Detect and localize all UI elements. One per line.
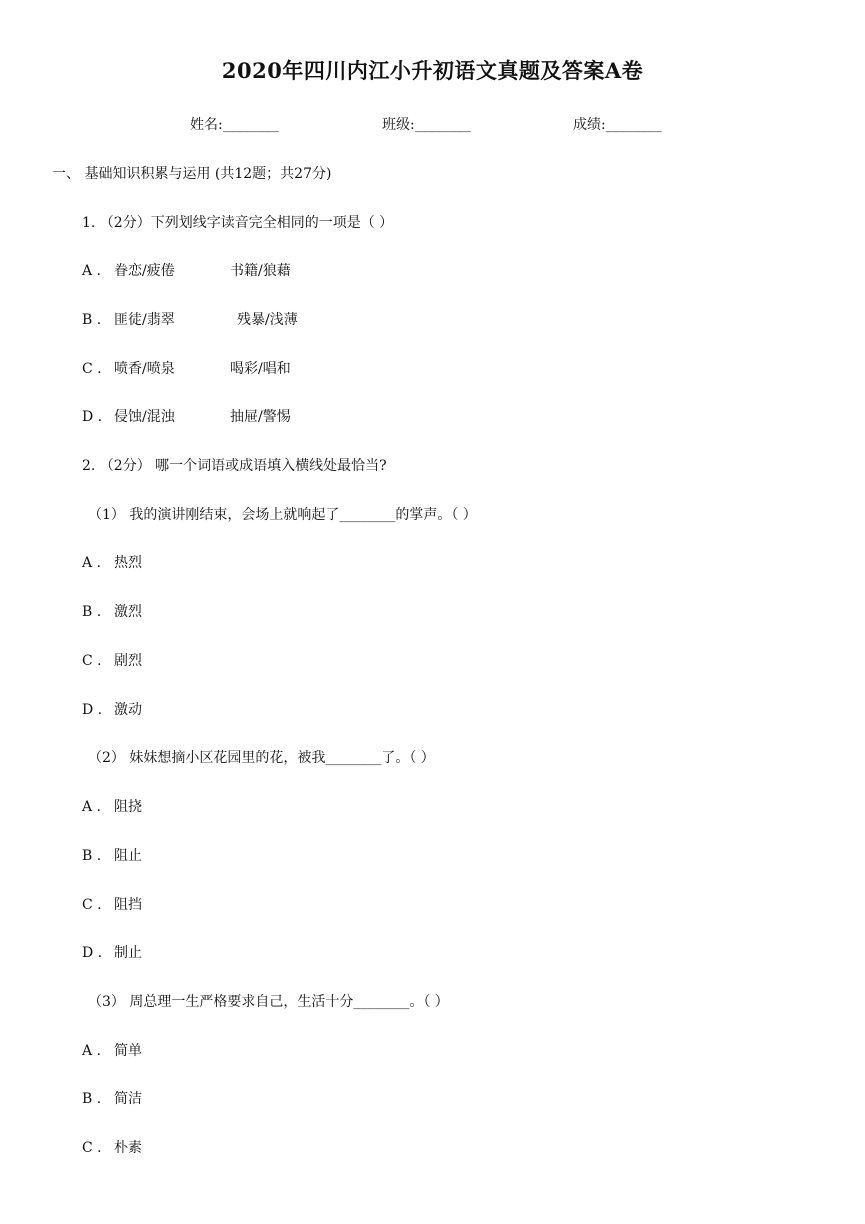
q2-sub-3-stem: （3） 周总理一生严格要求自己，生活十分________。（ ） (88, 994, 449, 1010)
option-text: 激烈 (114, 604, 142, 620)
option-word-pair-1: 侵蚀/混浊 (114, 409, 175, 425)
page-title: 2020年四川内江小升初语文真题及答案A卷 (221, 58, 644, 83)
option-text: 激动 (114, 702, 142, 718)
option-label: C . (82, 1140, 102, 1156)
option-label: A . (82, 1043, 102, 1059)
option-text: 简单 (114, 1043, 142, 1059)
option-word-pair-2: 书籍/狼藉 (230, 263, 291, 279)
option-label: D . (82, 409, 103, 425)
q1-option-b (82, 311, 298, 329)
option-word-pair-2: 残暴/浅薄 (237, 312, 298, 328)
option-label: C . (82, 653, 102, 669)
option-text: 制止 (114, 945, 142, 961)
class-field: 班级:________ (382, 117, 471, 133)
q1-option-d (82, 408, 291, 426)
q2-sub-1-stem: （1） 我的演讲刚结束，会场上就响起了________的掌声。（ ） (88, 507, 477, 523)
option-text: 阻止 (114, 848, 142, 864)
q2-3-option-a (82, 1042, 142, 1060)
option-word-pair-2: 喝彩/唱和 (230, 361, 291, 377)
option-label: A . (82, 263, 102, 279)
score-field: 成绩:________ (573, 117, 662, 133)
q2-1-option-d (82, 701, 142, 719)
option-label: C . (82, 897, 102, 913)
q2-2-option-b (82, 847, 142, 865)
option-text: 简洁 (114, 1091, 142, 1107)
option-label: D . (82, 702, 103, 718)
option-label: D . (82, 945, 103, 961)
option-label: A . (82, 555, 102, 571)
q2-1-option-a (82, 554, 142, 572)
option-label: B . (82, 1091, 102, 1107)
option-label: B . (82, 312, 102, 328)
option-label: C . (82, 361, 102, 377)
q2-1-option-c (82, 652, 142, 670)
option-text: 阻挡 (114, 897, 142, 913)
option-word-pair-1: 眷恋/疲倦 (114, 263, 175, 279)
q2-2-option-a (82, 798, 142, 816)
question-1-stem: 1. （2分）下列划线字读音完全相同的一项是（ ） (82, 215, 394, 231)
option-word-pair-2: 抽屉/警惕 (230, 409, 291, 425)
section-heading: 一、 基础知识积累与运用 (共12题；共27分) (52, 166, 332, 182)
option-label: B . (82, 848, 102, 864)
option-label: A . (82, 799, 102, 815)
q2-2-option-d (82, 944, 142, 962)
q1-option-c (82, 360, 291, 378)
q2-sub-2-stem: （2） 妹妹想摘小区花园里的花，被我________了。（ ） (88, 750, 435, 766)
name-field: 姓名:________ (190, 117, 279, 133)
q2-3-option-b (82, 1090, 142, 1108)
question-2-stem: 2. （2分） 哪一个词语或成语填入横线处最恰当? (82, 458, 387, 474)
option-text: 热烈 (114, 555, 142, 571)
q2-1-option-b (82, 603, 142, 621)
q2-2-option-c (82, 896, 142, 914)
option-word-pair-1: 喷香/喷泉 (114, 361, 175, 377)
option-text: 剧烈 (114, 653, 142, 669)
option-text: 阻挠 (114, 799, 142, 815)
q1-option-a (82, 262, 291, 280)
option-word-pair-1: 匪徒/翡翠 (114, 312, 175, 328)
option-label: B . (82, 604, 102, 620)
option-text: 朴素 (114, 1140, 142, 1156)
q2-3-option-c (82, 1139, 142, 1157)
